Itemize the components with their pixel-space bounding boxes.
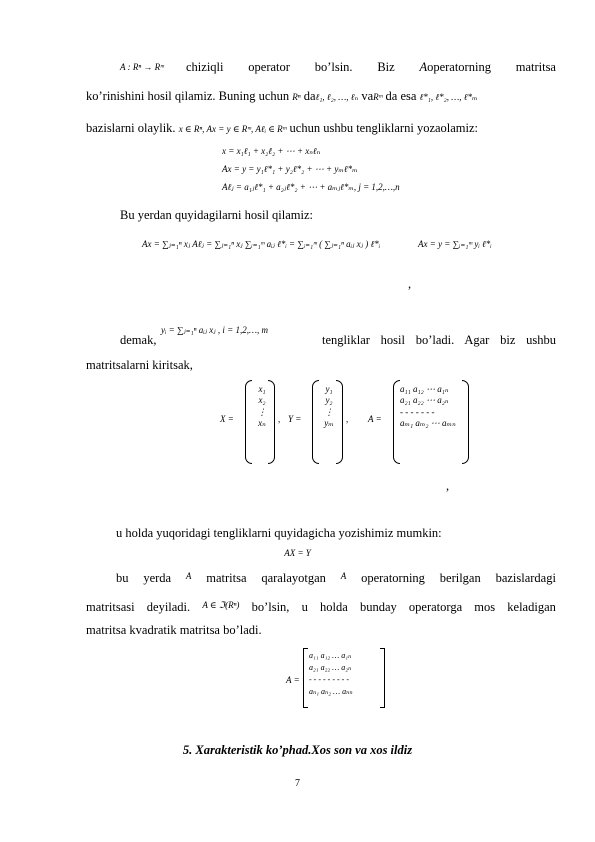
y-matrix-right-bracket <box>336 380 343 464</box>
word: bo’lsin. <box>314 60 353 74</box>
word: operator <box>248 60 290 74</box>
para4-text: u holda yuqoridagi tengliklarni quyidagicha yozishimiz mumkin: <box>116 526 442 540</box>
word: deyiladi. <box>146 600 191 614</box>
sq-matrix-label: A = <box>286 675 300 685</box>
sum-equation: Ax = ∑ⱼ₌₁ⁿ xⱼ Aℓⱼ = ∑ⱼ₌₁ⁿ xⱼ ∑ᵢ₌₁ᵐ aᵢⱼ ℓ*ᵢ = ∑ᵢ₌₁ᵐ ( ∑ⱼ₌₁ⁿ aᵢⱼ xⱼ ) ℓ*ᵢ <box>142 239 381 249</box>
matrix-entry: x₂ <box>258 395 266 406</box>
ax-equals-y: AX = Y <box>284 548 311 558</box>
para3-line2: matritsalarni kiritsak, <box>86 358 193 372</box>
word: matritsasi <box>86 600 135 614</box>
text: va <box>361 89 374 103</box>
matrix-row: aₙ₁ aₙ₂ … aₙₙ <box>309 687 353 696</box>
sq-matrix-left-bar <box>303 648 308 708</box>
word: matritsa <box>515 60 556 74</box>
basis-rn: ℓ₁, ℓ₂, …, ℓₙ <box>315 92 359 102</box>
text: bazislarni olaylik. <box>86 121 176 135</box>
operator-symbol: A <box>419 60 428 74</box>
a-matrix-right-bracket <box>462 380 469 464</box>
word: Biz <box>377 60 395 74</box>
y-matrix-left-bracket <box>312 380 319 464</box>
space-rm: Rᵐ <box>373 92 383 102</box>
matrix-symbol: A <box>185 571 192 581</box>
matrix-entry: yₘ <box>324 417 334 428</box>
matrix-row: aₘ₁ aₘ₂ ⋯ aₘₙ <box>400 417 456 428</box>
word: bunday <box>359 600 397 614</box>
condition-formula: A ∈ ℑ(Rⁿ) <box>202 600 240 610</box>
y-matrix <box>321 384 337 429</box>
matrix-entry: x₁ <box>258 384 266 394</box>
para1-line1 <box>186 61 556 75</box>
para5-line3: matritsa kvadratik matritsa bo’ladi. <box>86 623 262 637</box>
a-matrix <box>400 384 464 429</box>
page-number: 7 <box>295 778 300 789</box>
word: operatorga <box>408 600 463 614</box>
word: yerda <box>143 571 172 585</box>
word: keladigan <box>507 600 556 614</box>
comma: , <box>446 479 450 493</box>
word: operatorning <box>427 60 491 74</box>
word: berilgan <box>439 571 481 585</box>
word: chiziqli <box>186 60 224 74</box>
para3-rest <box>322 334 556 348</box>
matrix-entry: ⋮ <box>257 406 267 417</box>
matrix-row: - - - - - - - <box>400 406 435 417</box>
matrix-entry: xₙ <box>258 417 266 428</box>
section-heading: 5. Xarakteristik ko’phad.Xos son va xos ildiz <box>182 743 413 757</box>
operator-map <box>120 60 164 74</box>
demak-word: demak, <box>120 333 157 347</box>
word: mos <box>474 600 496 614</box>
comma: , <box>408 277 412 291</box>
x-matrix-left-bracket <box>245 380 252 464</box>
matrix-entry: ⋮ <box>324 406 334 417</box>
equation-al: Aℓⱼ = a₁ⱼℓ*₁ + a₂ⱼℓ*₂ + ⋯ + aₘⱼℓ*ₘ, j = 1,2,…,n <box>222 182 400 192</box>
para5-line1 <box>116 572 556 586</box>
condition-formula: x ∈ Rⁿ, Ax = y ∈ Rᵐ, Aℓᵢ ∈ Rᵐ <box>178 124 287 134</box>
word: bu <box>116 571 129 585</box>
para1-line3 <box>86 122 478 136</box>
para5-line2 <box>86 601 556 615</box>
word: bo’lsin, <box>251 600 290 614</box>
y-matrix-label: Y = <box>288 414 302 424</box>
word: bazislardagi <box>495 571 556 585</box>
sq-matrix-right-bar <box>380 648 385 708</box>
a-matrix-left-bracket <box>393 380 400 464</box>
word: matritsa <box>206 571 247 585</box>
a-matrix-label: A = <box>368 414 382 424</box>
word: operatorning <box>361 571 425 585</box>
x-matrix-label: X = <box>220 414 234 424</box>
para1-line2 <box>86 90 478 104</box>
matrix-entry: y₁ <box>325 384 333 394</box>
word: qaralayotgan <box>261 571 326 585</box>
text: uchun ushbu tengliklarni yozaolamiz: <box>289 121 479 135</box>
equation-ax: Ax = y = y₁ℓ*₁ + y₂ℓ*₂ + ⋯ + yₘℓ*ₘ <box>222 164 358 174</box>
x-matrix-right-bracket <box>268 380 275 464</box>
para2-text: Bu yerdan quyidagilarni hosil qilamiz: <box>120 208 314 222</box>
matrix-row: a₂₁ a₂₂ … a₂ₙ <box>309 663 352 672</box>
matrix-row: a₁₁ a₁₂ ⋯ a₁ₙ <box>400 384 449 394</box>
sq-matrix <box>309 650 387 698</box>
matrix-row: a₂₁ a₂₂ ⋯ a₂ₙ <box>400 395 449 406</box>
text: ko’rinishini hosil qilamiz. Buning uchun <box>86 89 290 103</box>
text: da <box>303 89 316 103</box>
yi-equation: yᵢ = ∑ⱼ₌₁ⁿ aᵢⱼ xⱼ , i = 1,2,…, m <box>161 325 268 335</box>
word: u <box>301 600 308 614</box>
word: holda <box>320 600 348 614</box>
basis-rm: ℓ*₁, ℓ*₂, …, ℓ*ₘ <box>419 92 478 102</box>
separator: , <box>278 414 281 424</box>
equation-x: x = x₁ℓ₁ + x₂ℓ₂ + ⋯ + xₙℓₙ <box>222 146 321 156</box>
matrix-row: a₁₁ a₁₂ … a₁ₙ <box>309 651 352 660</box>
space-rn: Rⁿ <box>292 92 301 102</box>
matrix-row: - - - - - - - - - <box>309 675 349 684</box>
text: da esa <box>385 89 417 103</box>
text: tengliklar hosil bo’ladi. Agar biz ushbu <box>322 333 556 347</box>
operator-symbol: A <box>340 571 347 581</box>
sum-equation-2: Ax = y = ∑ᵢ₌₁ᵐ yᵢ ℓ*ᵢ <box>418 239 492 249</box>
matrix-entry: y₂ <box>325 395 333 406</box>
separator: , <box>346 414 349 424</box>
operator-map-formula: A : Rⁿ → Rᵐ <box>120 62 164 72</box>
